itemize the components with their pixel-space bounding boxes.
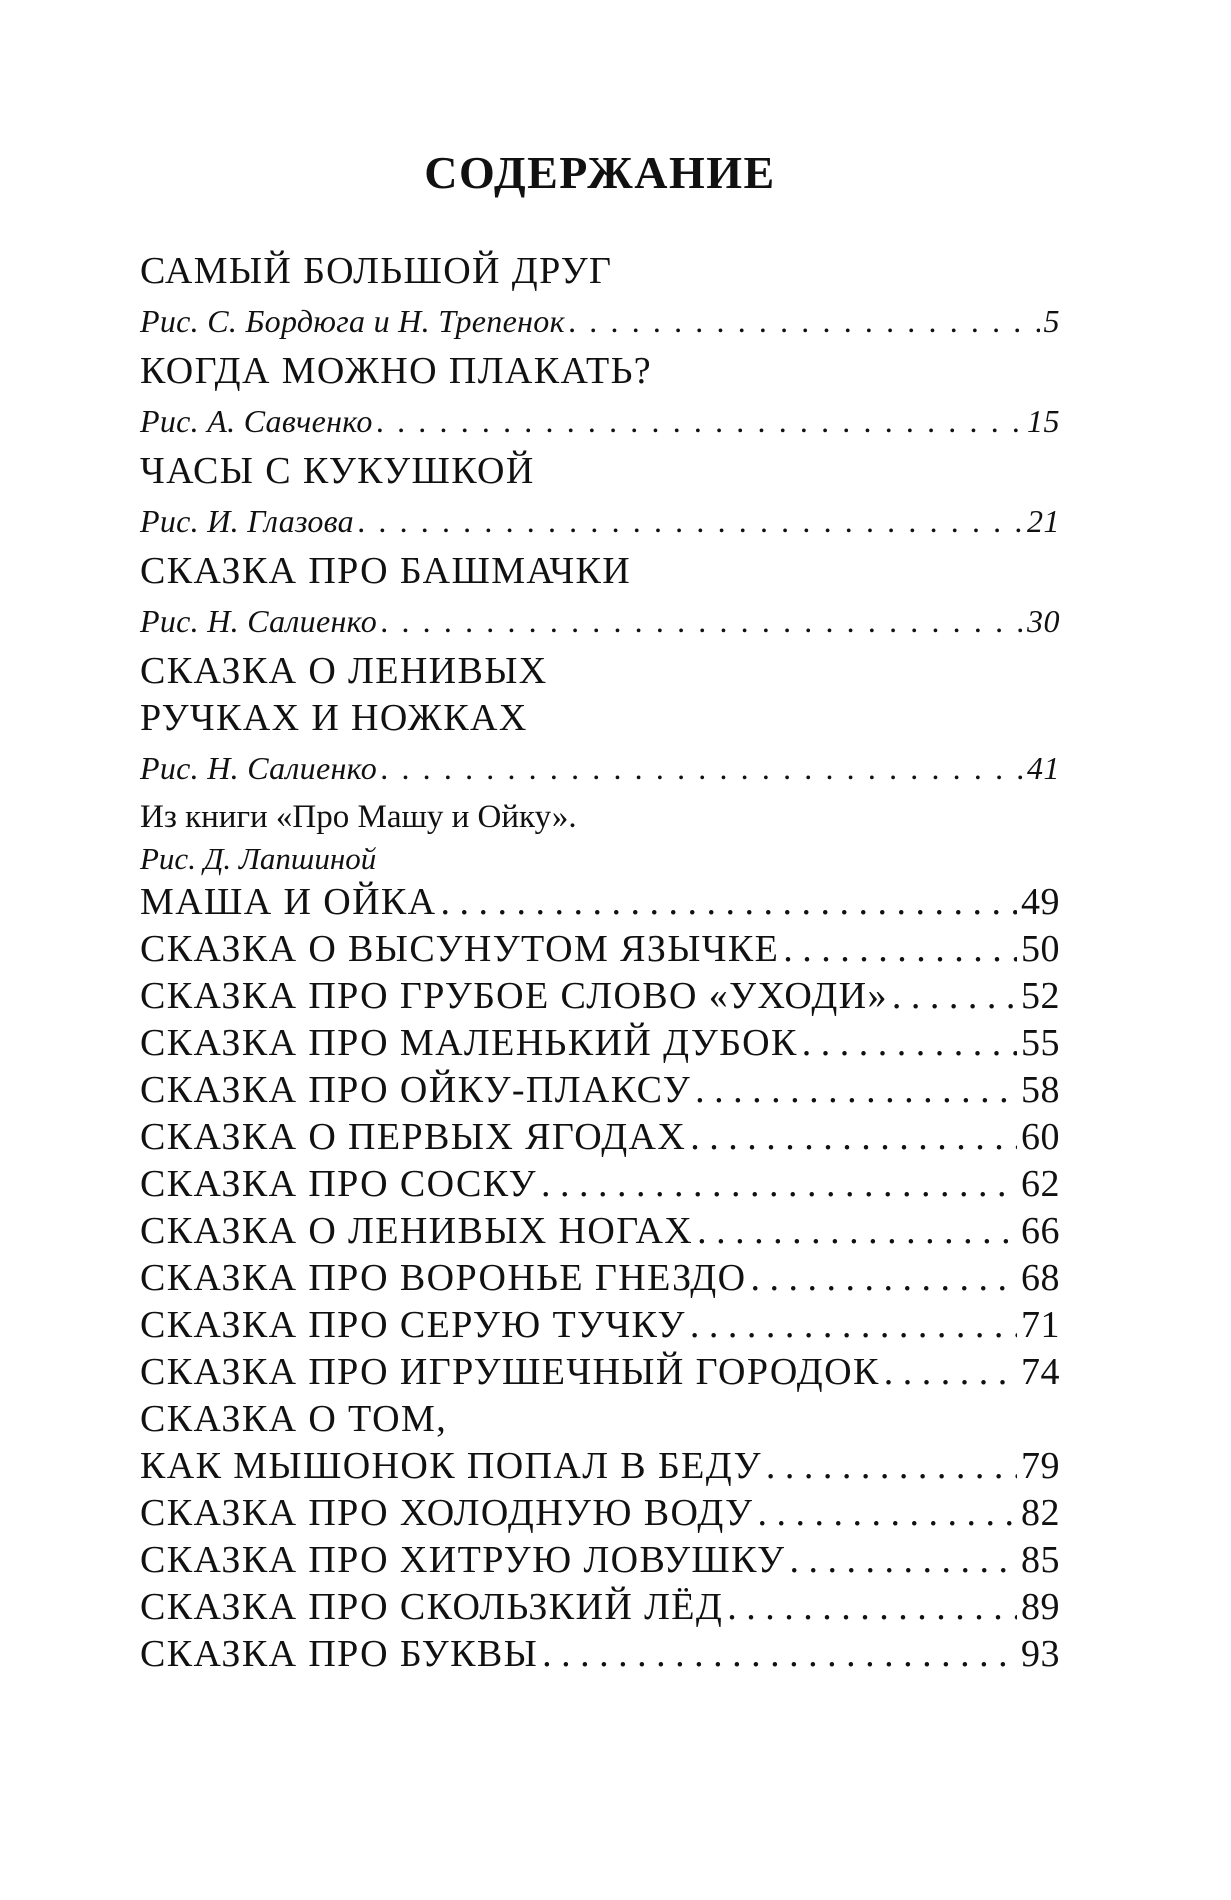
page-number[interactable]: 52 — [1021, 975, 1060, 1017]
dot-leader — [783, 926, 1017, 973]
story-title: СКАЗКА ПРО СКОЛЬЗКИЙ ЛЁД — [140, 1586, 724, 1628]
page-number[interactable]: 79 — [1021, 1445, 1060, 1487]
toc-section-credit — [140, 395, 1060, 448]
toc-section-title-text: РУЧКАХ И НОЖКАХ — [140, 697, 528, 739]
credit-text: Рис. С. Бордюга и Н. Трепенок — [140, 303, 565, 339]
toc-section-title-text: СКАЗКА О ЛЕНИВЫХ — [140, 650, 548, 692]
page-number[interactable]: 50 — [1021, 928, 1060, 970]
page-number[interactable]: 30 — [1027, 603, 1060, 639]
story-title: СКАЗКА ПРО ОЙКУ-ПЛАКСУ — [140, 1069, 692, 1111]
dot-leader — [695, 1067, 1017, 1114]
toc-section-title-text: ЧАСЫ С КУКУШКОЙ — [140, 450, 535, 492]
story-title: СКАЗКА ПРО ГРУБОЕ СЛОВО «УХОДИ» — [140, 975, 888, 1017]
toc-story-entry[interactable] — [140, 1255, 1060, 1302]
toc-section-credit — [140, 742, 1060, 795]
page-number[interactable]: 60 — [1021, 1116, 1060, 1158]
toc-section-credit — [140, 295, 1060, 348]
story-title: СКАЗКА ПРО СЕРУЮ ТУЧКУ — [140, 1304, 686, 1346]
page-number[interactable]: 66 — [1021, 1210, 1060, 1252]
toc-story-entry[interactable] — [140, 879, 1060, 926]
toc-story-entry[interactable] — [140, 1114, 1060, 1161]
book-note: Из книги «Про Машу и Ойку». — [140, 799, 577, 835]
toc-story-entry[interactable] — [140, 1631, 1060, 1678]
toc-story-entry[interactable] — [140, 1208, 1060, 1255]
story-title: СКАЗКА ПРО ХОЛОДНУЮ ВОДУ — [140, 1492, 754, 1534]
story-title: СКАЗКА О ЛЕНИВЫХ НОГАХ — [140, 1210, 694, 1252]
story-title: СКАЗКА О ПЕРВЫХ ЯГОДАХ — [140, 1116, 687, 1158]
page-number[interactable]: 93 — [1021, 1633, 1060, 1675]
toc-story-entry[interactable] — [140, 1584, 1060, 1631]
dot-leader — [766, 1443, 1017, 1490]
book-credit: Рис. Д. Лапшиной — [140, 841, 377, 876]
dot-leader — [750, 1255, 1017, 1302]
dot-leader — [381, 595, 1023, 648]
credit-text: Рис. А. Савченко — [140, 403, 373, 439]
dot-leader — [569, 295, 1040, 348]
dot-leader — [884, 1349, 1017, 1396]
toc-section-title — [140, 448, 1060, 495]
toc-section — [140, 248, 1060, 348]
dot-leader — [758, 1490, 1018, 1537]
dot-leader — [727, 1584, 1017, 1631]
toc-list — [140, 248, 1060, 1678]
toc-story-entry[interactable] — [140, 1302, 1060, 1349]
page-number[interactable]: 55 — [1021, 1022, 1060, 1064]
toc-section-title-text: КОГДА МОЖНО ПЛАКАТЬ? — [140, 350, 653, 392]
page-number[interactable]: 58 — [1021, 1069, 1060, 1111]
page-number[interactable]: 82 — [1021, 1492, 1060, 1534]
dot-leader — [381, 742, 1023, 795]
dot-leader — [892, 973, 1017, 1020]
toc-page — [140, 147, 1060, 1678]
story-title: СКАЗКА ПРО МАЛЕНЬКИЙ ДУБОК — [140, 1022, 798, 1064]
toc-section-title — [140, 695, 1060, 742]
page-number[interactable]: 85 — [1021, 1539, 1060, 1581]
dot-leader — [541, 1161, 1017, 1208]
toc-section-title — [140, 248, 1060, 295]
page-number[interactable]: 62 — [1021, 1163, 1060, 1205]
toc-story-entry[interactable] — [140, 1443, 1060, 1490]
toc-section-credit — [140, 595, 1060, 648]
page-number[interactable]: 15 — [1027, 403, 1060, 439]
dot-leader — [377, 395, 1023, 448]
toc-story-entry[interactable] — [140, 1537, 1060, 1584]
toc-story-title-pre — [140, 1396, 1060, 1443]
dot-leader — [441, 879, 1017, 926]
page-number[interactable]: 5 — [1043, 303, 1060, 339]
toc-section-title — [140, 648, 1060, 695]
toc-story-entry[interactable] — [140, 1067, 1060, 1114]
toc-story-entry[interactable] — [140, 926, 1060, 973]
credit-text: Рис. Н. Салиенко — [140, 750, 378, 786]
dot-leader — [802, 1020, 1017, 1067]
story-title: СКАЗКА ПРО БУКВЫ — [140, 1633, 539, 1675]
page-number[interactable]: 41 — [1027, 750, 1060, 786]
toc-section-title-text: СКАЗКА ПРО БАШМАЧКИ — [140, 550, 632, 592]
page-number[interactable]: 74 — [1021, 1351, 1060, 1393]
toc-section-title-text: САМЫЙ БОЛЬШОЙ ДРУГ — [140, 250, 613, 292]
toc-title: СОДЕРЖАНИЕ — [424, 147, 776, 198]
page-number[interactable]: 71 — [1021, 1304, 1060, 1346]
dot-leader — [542, 1631, 1017, 1678]
toc-section — [140, 648, 1060, 795]
page-number[interactable]: 68 — [1021, 1257, 1060, 1299]
story-title: СКАЗКА ПРО ИГРУШЕЧНЫЙ ГОРОДОК — [140, 1351, 880, 1393]
toc-section — [140, 348, 1060, 448]
page-number[interactable]: 21 — [1027, 503, 1060, 539]
toc-section-credit — [140, 495, 1060, 548]
credit-text: Рис. Н. Салиенко — [140, 603, 378, 639]
toc-story-entry[interactable] — [140, 1161, 1060, 1208]
toc-section-title — [140, 348, 1060, 395]
toc-section — [140, 548, 1060, 648]
story-title-pre-text: СКАЗКА О ТОМ, — [140, 1398, 448, 1440]
dot-leader — [789, 1537, 1017, 1584]
toc-story-entry[interactable] — [140, 1349, 1060, 1396]
story-title: СКАЗКА О ВЫСУНУТОМ ЯЗЫЧКЕ — [140, 928, 780, 970]
story-title: КАК МЫШОНОК ПОПАЛ В БЕДУ — [140, 1445, 762, 1487]
toc-story-entry[interactable] — [140, 973, 1060, 1020]
toc-section — [140, 448, 1060, 548]
dot-leader — [697, 1208, 1017, 1255]
story-title: СКАЗКА ПРО ВОРОНЬЕ ГНЕЗДО — [140, 1257, 747, 1299]
toc-section-title — [140, 548, 1060, 595]
story-title: МАША И ОЙКА — [140, 881, 437, 923]
dot-leader — [358, 495, 1023, 548]
story-title: СКАЗКА ПРО СОСКУ — [140, 1163, 537, 1205]
toc-story-entry[interactable] — [140, 1020, 1060, 1067]
dot-leader — [690, 1302, 1017, 1349]
page-number[interactable]: 89 — [1021, 1586, 1060, 1628]
story-title: СКАЗКА ПРО ХИТРУЮ ЛОВУШКУ — [140, 1539, 786, 1581]
credit-text: Рис. И. Глазова — [140, 503, 354, 539]
dot-leader — [690, 1114, 1017, 1161]
page-number[interactable]: 49 — [1021, 881, 1060, 923]
toc-story-entry[interactable] — [140, 1490, 1060, 1537]
